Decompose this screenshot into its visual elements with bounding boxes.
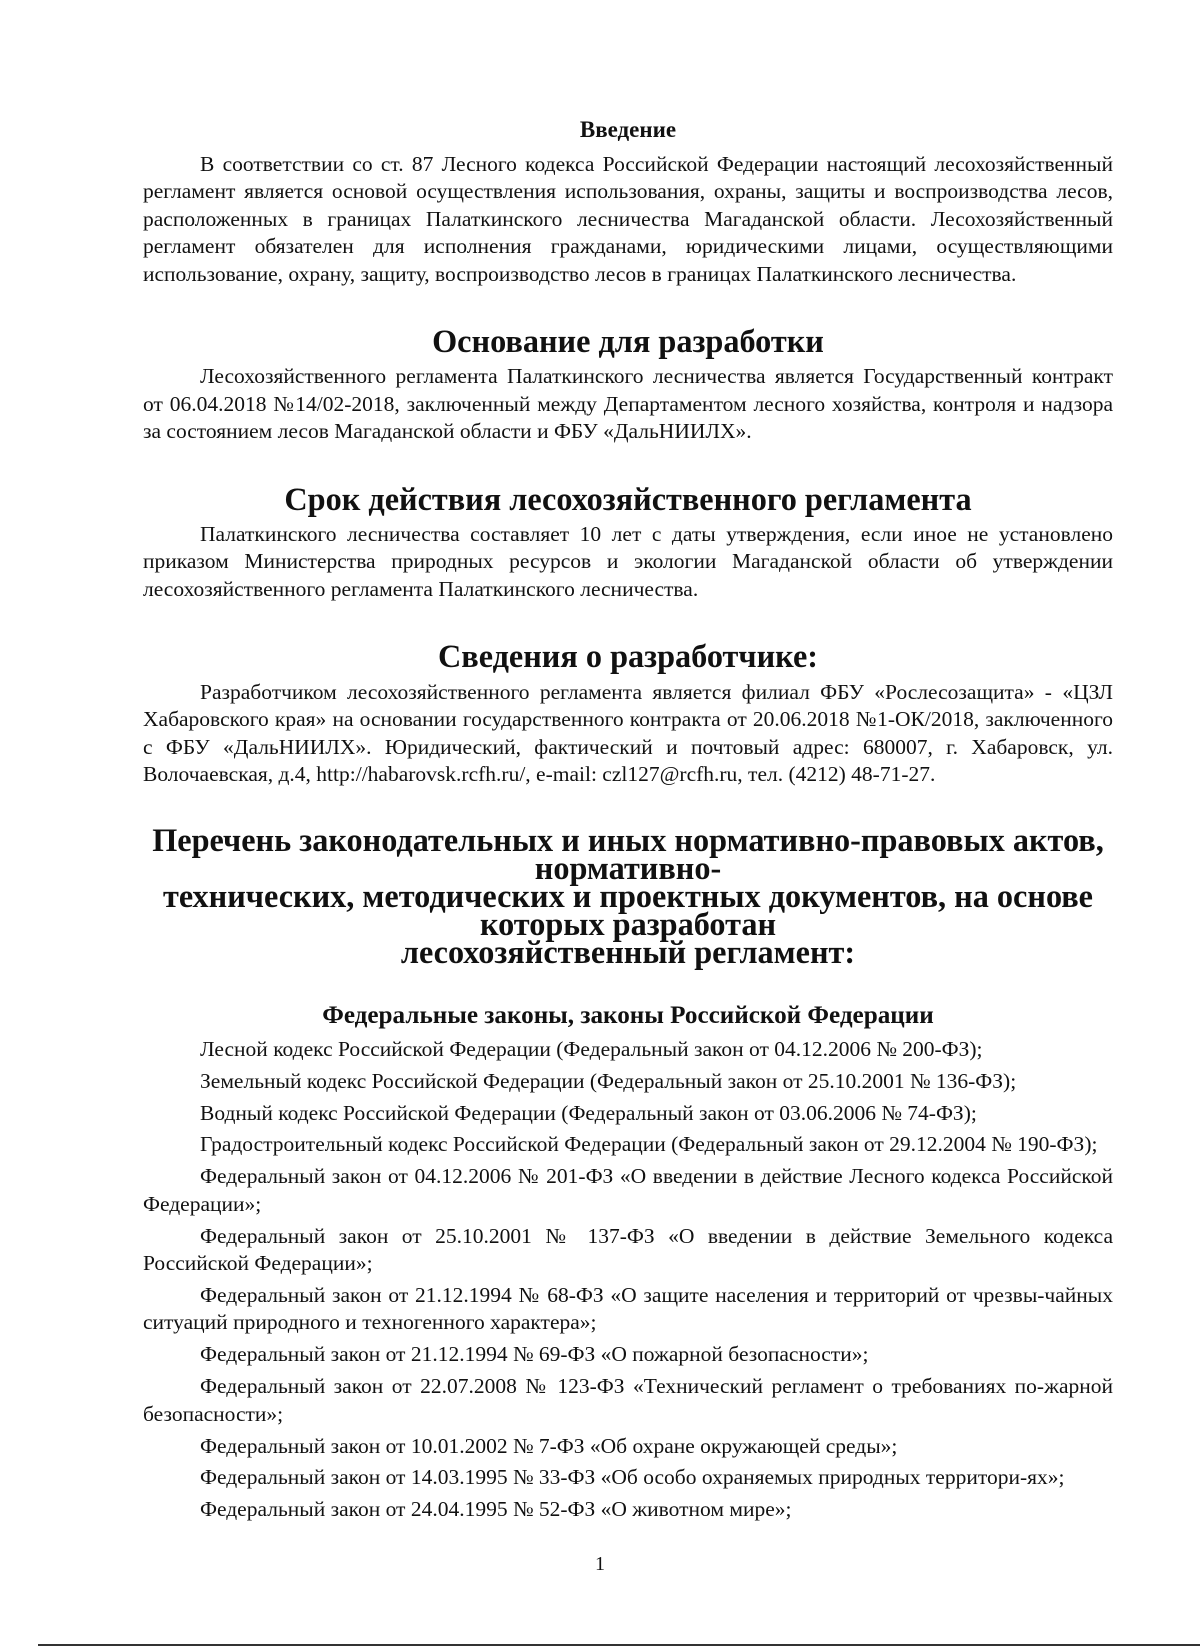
intro-paragraph: В соответствии со ст. 87 Лесного кодекса Российской Федерации настоящий лесохозяйственный регламент является основой осуществления использования, охраны, защиты и воспроизводства лесов, расположенных в границах Палаткинского лесничества Магаданской области. Лесохозяйственный регламент обязателен для исполнения гражданами, юридическими лицами, осуществляющими использование, охрану, защиту, воспроизводство лесов в границах Палаткинского лесничества.	[143, 152, 1113, 286]
acts-heading-line: лесохозяйственный регламент:	[400, 934, 856, 971]
acts-heading-line: Перечень законодательных и иных нормативно-правовых актов, нормативно-	[152, 822, 1104, 887]
developer-heading: Сведения о разработчике:	[437, 638, 818, 675]
federal-laws-list	[143, 1036, 1113, 1524]
page-number: 1	[595, 1553, 605, 1575]
list-item: Федеральный закон от 10.01.2002 № 7-ФЗ «Об охране окружающей среды»;	[200, 1433, 898, 1458]
list-item: Федеральный закон от 21.12.1994 № 69-ФЗ «О пожарной безопасности»;	[200, 1342, 869, 1367]
basis-paragraph: Лесохозяйственного регламента Палаткинского лесничества является Государственный контракт от 06.04.2018 №14/02-2018, заключенный между Департаментом лесного хозяйства, контроля и надзора за состоянием лесов Магаданской области и ФБУ «ДальНИИЛХ».	[143, 364, 1113, 444]
basis-heading: Основание для разработки	[432, 323, 824, 360]
list-item: Градостроительный кодекс Российской Федерации (Федеральный закон от 29.12.2004 № 190-ФЗ);	[200, 1132, 1098, 1157]
federal-laws-heading: Федеральные законы, законы Российской Федерации	[322, 1002, 934, 1030]
acts-heading-line: технических, методических и проектных документов, на основе которых разработан	[163, 878, 1093, 943]
validity-paragraph: Палаткинского лесничества составляет 10 лет с даты утверждения, если иное не установлено приказом Министерства природных ресурсов и экологии Магаданской области об утверждении лесохозяйственного регламента Палаткинского лесничества.	[143, 522, 1113, 601]
intro-heading: Введение	[579, 117, 677, 142]
developer-paragraph: Разработчиком лесохозяйственного регламента является филиал ФБУ «Рослесозащита» - «ЦЗЛ Хабаровского края» на основании государственного контракта от 20.06.2018 №1-ОК/2018, заключенного с ФБУ «ДальНИИЛХ». Юридический, фактический и почтовый адрес: 680007, г. Хабаровск, ул. Волочаевская, д.4, http://habarovsk.rcfh.ru/, e-mail: czl127@rcfh.ru, тел. (4212) 48-71-27.	[143, 679, 1113, 786]
list-item: Лесной кодекс Российской Федерации (Федеральный закон от 04.12.2006 № 200-ФЗ);	[200, 1036, 983, 1061]
list-item: Федеральный закон от 25.10.2001 № 137-ФЗ «О введении в действие Земельного кодекса Российской Федерации»;	[143, 1223, 1113, 1276]
list-item: Федеральный закон от 22.07.2008 № 123-ФЗ «Технический регламент о требованиях по-жарной безопасности»;	[143, 1374, 1113, 1426]
bottom-divider	[38, 1644, 1200, 1646]
acts-heading	[143, 822, 1113, 971]
validity-heading: Срок действия лесохозяйственного регламента	[284, 480, 972, 517]
list-item: Земельный кодекс Российской Федерации (Федеральный закон от 25.10.2001 № 136-ФЗ);	[200, 1068, 1017, 1093]
document-page	[143, 100, 1113, 1528]
list-item: Федеральный закон от 14.03.1995 № 33-ФЗ «Об особо охраняемых природных территори-ях»;	[200, 1465, 1065, 1490]
list-item: Федеральный закон от 04.12.2006 № 201-ФЗ «О введении в действие Лесного кодекса Российской Федерации»;	[143, 1164, 1113, 1216]
list-item: Федеральный закон от 24.04.1995 № 52-ФЗ «О животном мире»;	[200, 1497, 792, 1522]
list-item: Федеральный закон от 21.12.1994 № 68-ФЗ «О защите населения и территорий от чрезвы-чайных ситуаций природного и техногенного характера»;	[143, 1282, 1113, 1335]
list-item: Водный кодекс Российской Федерации (Федеральный закон от 03.06.2006 № 74-ФЗ);	[200, 1100, 977, 1125]
